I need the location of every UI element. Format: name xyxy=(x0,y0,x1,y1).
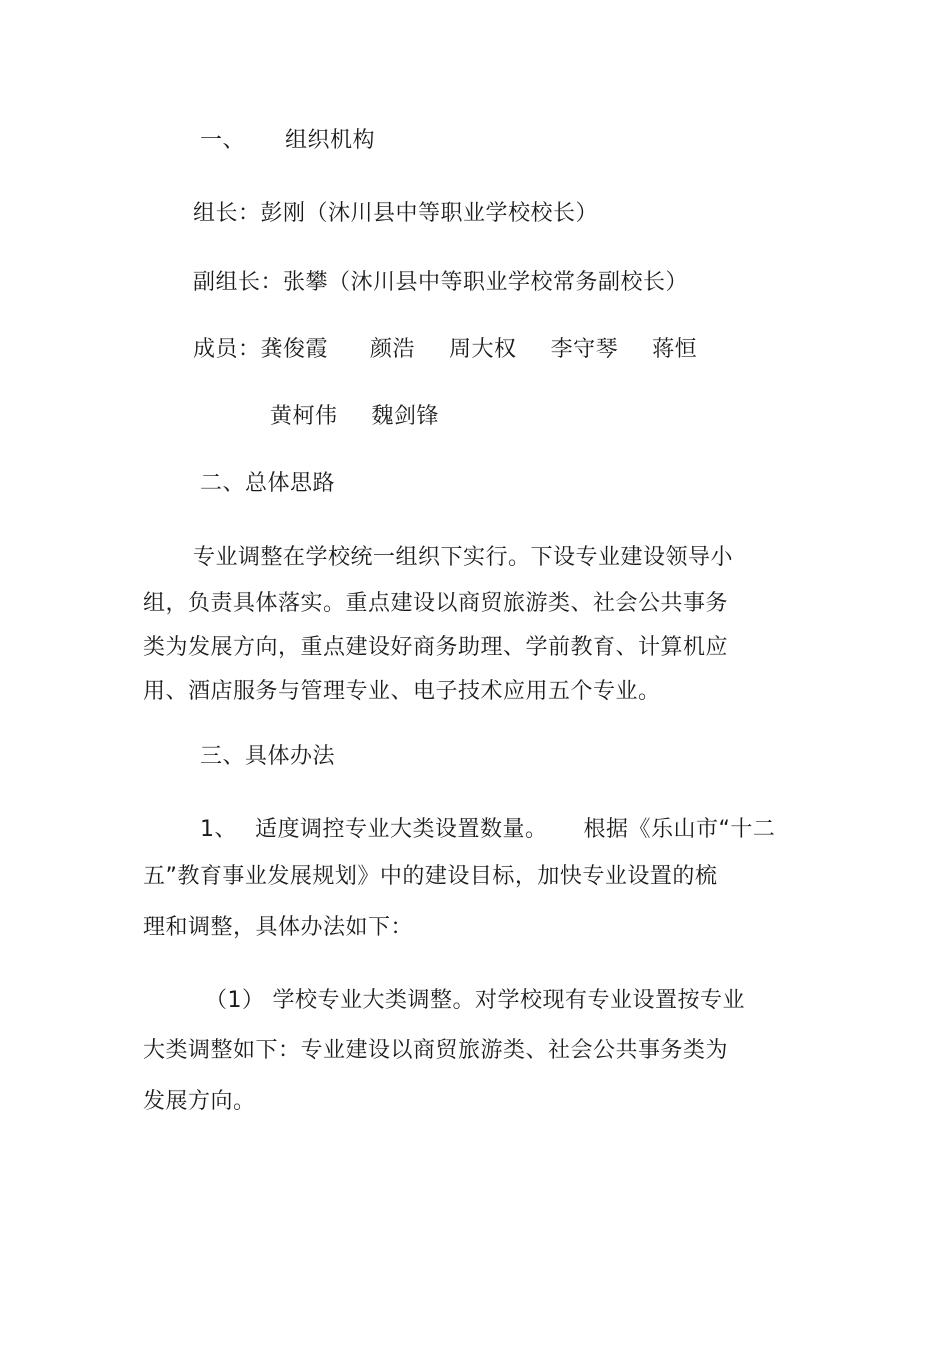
members-line-1 xyxy=(193,335,697,365)
item-1-line-2: 五”教育事业发展规划》中的建设目标，加快专业设置的梳 xyxy=(143,864,718,889)
section-2-heading: 二、总体思路 xyxy=(200,471,336,496)
member-name: 黄柯伟 xyxy=(270,404,338,429)
leader-line xyxy=(193,199,598,229)
sub-1-line-2: 大类调整如下：专业建设以商贸旅游类、社会公共事务类为 xyxy=(143,1038,729,1063)
sub-1-line-3: 发展方向。 xyxy=(143,1089,256,1114)
section-2-line-2: 组，负责具体落实。重点建设以商贸旅游类、社会公共事务 xyxy=(143,591,729,616)
item-1-number: 1、 xyxy=(200,817,237,842)
member-name: 周大权 xyxy=(449,337,517,362)
section-2-line-3: 类为发展方向，重点建设好商务助理、学前教育、计算机应 xyxy=(143,635,729,660)
member-name: 李守琴 xyxy=(550,337,619,362)
leader-text: 彭刚（沐川县中等职业学校校长） xyxy=(260,201,599,226)
deputy-text: 张攀（沐川县中等职业学校常务副校长） xyxy=(283,270,689,295)
sub-1-line-1 xyxy=(205,986,745,1016)
section-1-heading xyxy=(200,126,375,156)
item-1-lead: 适度调控专业大类设置数量。 xyxy=(255,817,548,842)
deputy-line xyxy=(193,268,688,298)
sub-1-number: （1） xyxy=(205,988,265,1013)
section-2-line-1: 专业调整在学校统一组织下实行。下设专业建设领导小 xyxy=(193,545,734,570)
section-2-line-4: 用、酒店服务与管理专业、电子技术应用五个专业。 xyxy=(143,679,661,704)
members-line-2 xyxy=(270,402,439,432)
member-name: 蒋恒 xyxy=(652,337,698,362)
sub-1-first: 学校专业大类调整。对学校现有专业设置按专业 xyxy=(272,988,746,1013)
members-label: 成员： xyxy=(193,337,261,362)
deputy-label: 副组长： xyxy=(193,270,284,295)
member-name: 龚俊霞 xyxy=(260,337,329,362)
item-1-rest: 根据《乐山市“十二 xyxy=(583,817,776,842)
item-1-line-1 xyxy=(200,815,775,845)
section-3-heading: 三、具体办法 xyxy=(200,744,336,769)
leader-label: 组长： xyxy=(193,201,261,226)
member-name: 魏剑锋 xyxy=(371,404,440,429)
member-name: 颜浩 xyxy=(370,337,416,362)
item-1-line-3: 理和调整，具体办法如下： xyxy=(143,915,414,940)
section-1-title: 组织机构 xyxy=(285,128,376,153)
section-1-number: 一、 xyxy=(200,128,246,153)
